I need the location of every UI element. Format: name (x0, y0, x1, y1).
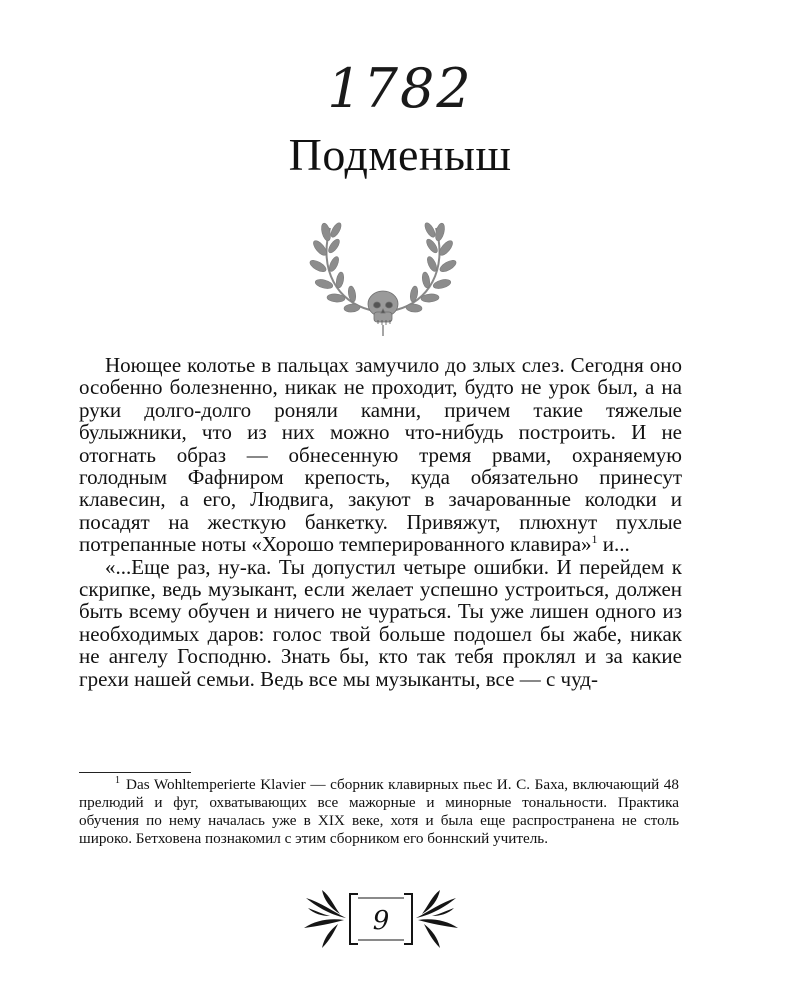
paragraph: «...Еще раз, ну-ка. Ты допустил четыре ошибки. И перейдем к скрипке, ведь музыкант, если желает успешно устроиться, должен быть всему обучен и ничего не чураться. Ты уже лишен одного из необходимых даров: голос твой больше подошел бы жабе, никак не ангелу Господню. Знать бы, кто так тебя проклял и за какие грехи нашей семьи. Ведь все мы музыканты, все — с чуд- (79, 554, 682, 691)
chapter-title: Подменыш (288, 129, 512, 180)
footnote-text: Das Wohltemperierte Klavier — сборник клавирных пьес И. С. Баха, включающий 48 прелюдий и фуг, охватывающих все мажорные и минорные тональности. Практика обучения по нему началась уже в XIX веке, хотя и была еще распространена не столь широко. Бетховена познакомил с этим сборником его боннский учитель. (79, 776, 679, 847)
skull-icon (368, 291, 398, 336)
page-number: 9 (372, 906, 390, 936)
main-text (79, 354, 682, 690)
chapter-year: 1782 (327, 57, 473, 120)
footnote-ref: 1 (591, 532, 598, 547)
laurel-wreath-ornament (308, 210, 458, 340)
paragraph: Ноющее колотье в пальцах замучило до злых слез. Сегодня оно особенно болезненно, никак не проходит, будто не урок был, а на руки долго-долго роняли камни, причем такие тяжелые булыжники, что из них можно что-нибудь построить. И не отогнать образ — обнесенную тремя рвами, охраняемую голодным Фафниром крепость, куда обязательно принесут клавесин, а его, Людвига, закуют в зачарованные колодки и посадят на жесткую банкетку. Привяжут, плюхнут пухлые потрепанные ноты «Хорошо темперированного клавира»$^1$ и... (79, 353, 682, 557)
footnote-marker: 1 (115, 774, 120, 786)
footnote (79, 776, 679, 848)
footnote-rule (79, 772, 191, 773)
